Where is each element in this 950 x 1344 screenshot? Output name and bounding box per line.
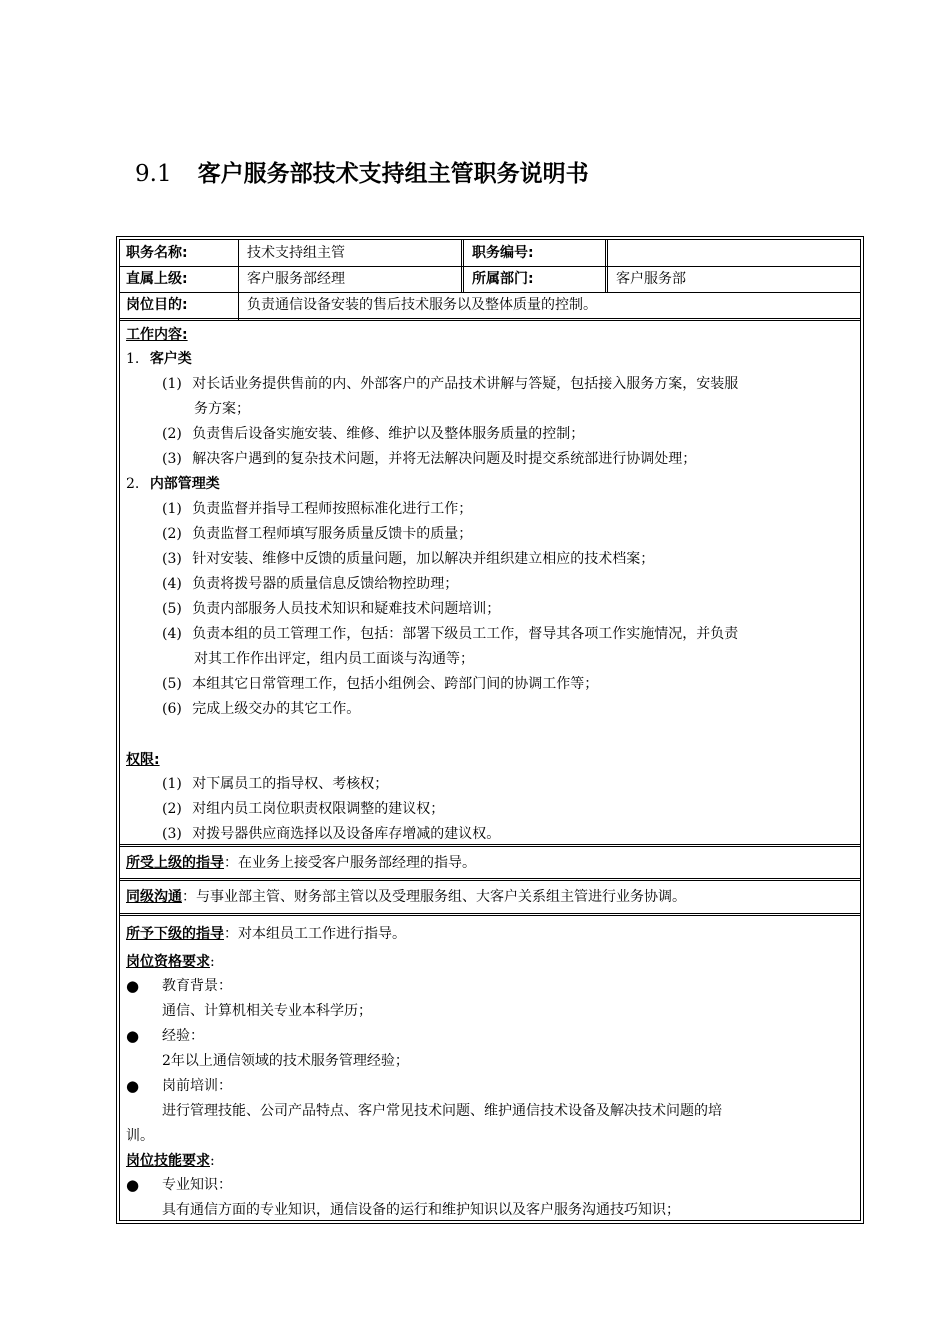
title-text: 客户服务部技术支持组主管职务说明书: [197, 161, 589, 187]
subordinate-guidance-row: [126, 924, 406, 944]
qualification-label: 经验：: [162, 1028, 204, 1044]
item-continuation: 务方案；: [194, 401, 250, 417]
superior-guidance-label: 所受上级的指导: [126, 855, 224, 871]
list-item: [162, 449, 696, 469]
dept-value: 客户服务部: [616, 271, 686, 287]
job-name-value: 技术支持组主管: [247, 245, 345, 261]
purpose-label: 岗位目的:: [126, 297, 188, 313]
list-item: [162, 774, 388, 794]
heading-colon: :: [210, 954, 215, 970]
category-1-title: 客户类: [149, 351, 192, 367]
peer-communication-row: [126, 887, 686, 907]
bullet-icon: ●: [126, 1176, 140, 1194]
row-divider: [120, 266, 860, 267]
row-divider: [120, 913, 860, 916]
item-number: (3): [162, 551, 182, 567]
job-name-label: 职务名称:: [126, 245, 188, 261]
col-divider: [605, 240, 608, 293]
item-text: 负责将拨号器的质量信息反馈给物控助理；: [192, 576, 459, 592]
job-description-table: [116, 236, 864, 1224]
list-item: [162, 574, 458, 594]
qualification-label: 岗前培训：: [162, 1078, 232, 1094]
category-1-number: 1.: [126, 351, 140, 367]
section-number: 9.1: [135, 161, 172, 187]
list-item: [162, 624, 738, 644]
qualification-label: 教育背景：: [162, 978, 232, 994]
item-text: 对拨号器供应商选择以及设备库存增减的建议权。: [192, 826, 501, 842]
skills-heading-row: [126, 1151, 215, 1171]
skills-heading: 岗位技能要求: [126, 1153, 210, 1169]
list-item: [162, 674, 598, 694]
list-item: [162, 599, 500, 619]
item-number: (3): [162, 451, 182, 467]
item-number: (2): [162, 526, 182, 542]
list-item: [162, 374, 738, 394]
job-code-label: 职务编号:: [472, 245, 534, 261]
peer-communication-label: 同级沟通: [126, 889, 182, 905]
document-title: [135, 155, 589, 188]
category-2-number: 2.: [126, 476, 140, 492]
qualification-text: 通信、计算机相关专业本科学历；: [162, 1003, 372, 1019]
list-item: [162, 499, 472, 519]
item-text: 负责内部服务人员技术知识和疑难技术问题培训；: [192, 601, 501, 617]
row-divider: [120, 878, 860, 881]
skill-label: 专业知识：: [162, 1177, 232, 1193]
qualifications-heading-row: [126, 952, 215, 972]
item-text: 针对安装、维修中反馈的质量问题，加以解决并组织建立相应的技术档案；: [192, 551, 655, 567]
category-2-title: 内部管理类: [149, 476, 220, 492]
item-text: 负责本组的员工管理工作，包括：部署下级员工工作，督导其各项工作实施情况，并负责: [192, 626, 739, 642]
row-divider: [120, 318, 860, 321]
item-text: 解决客户遇到的复杂技术问题，并将无法解决问题及时提交系统部进行协调处理；: [192, 451, 697, 467]
row-divider: [120, 844, 860, 847]
heading-colon: :: [210, 1153, 215, 1169]
superior-guidance-row: [126, 853, 476, 873]
work-heading: 工作内容:: [126, 327, 188, 343]
superior-value: 客户服务部经理: [247, 271, 345, 287]
item-text: 对下属员工的指导权、考核权；: [192, 776, 389, 792]
qualification-text: 进行管理技能、公司产品特点、客户常见技术问题、维护通信技术设备及解决技术问题的培: [162, 1103, 722, 1119]
category-2: [126, 474, 220, 494]
list-item: [162, 549, 654, 569]
item-number: (2): [162, 801, 182, 817]
list-item: [162, 824, 500, 844]
skill-text: 具有通信方面的专业知识，通信设备的运行和维护知识以及客户服务沟通技巧知识；: [162, 1202, 680, 1218]
item-number: (5): [162, 601, 182, 617]
item-number: (3): [162, 826, 182, 842]
item-number: (4): [162, 626, 182, 642]
qualification-text: 2年以上通信领域的技术服务管理经验；: [162, 1053, 409, 1069]
row-divider: [120, 292, 860, 293]
dept-label: 所属部门:: [472, 271, 534, 287]
peer-communication-text: ：与事业部主管、财务部主管以及受理服务组、大客户关系组主管进行业务协调。: [182, 889, 686, 905]
item-text: 本组其它日常管理工作，包括小组例会、跨部门间的协调工作等；: [192, 676, 599, 692]
item-text: 负责售后设备实施安装、维修、维护以及整体服务质量的控制；: [192, 426, 585, 442]
item-number: (6): [162, 701, 182, 717]
bullet-icon: ●: [126, 1027, 140, 1045]
qualifications-heading: 岗位资格要求: [126, 954, 210, 970]
subordinate-guidance-label: 所予下级的指导: [126, 926, 224, 942]
superior-guidance-text: ：在业务上接受客户服务部经理的指导。: [224, 855, 476, 871]
qualification-wrap: 训。: [126, 1128, 154, 1144]
list-item: [162, 424, 584, 444]
authority-heading: 权限:: [126, 752, 160, 768]
table-inner: [119, 239, 861, 1221]
list-item: [162, 699, 360, 719]
item-number: (1): [162, 501, 182, 517]
item-text: 负责监督工程师填写服务质量反馈卡的质量；: [192, 526, 473, 542]
list-item: [162, 799, 444, 819]
item-text: 对长话业务提供售前的内、外部客户的产品技术讲解与答疑，包括接入服务方案，安装服: [192, 376, 739, 392]
col-divider: [238, 240, 239, 320]
item-text: 完成上级交办的其它工作。: [192, 701, 361, 717]
item-continuation: 对其工作作出评定，组内员工面谈与沟通等；: [194, 651, 474, 667]
bullet-icon: ●: [126, 1077, 140, 1095]
item-text: 负责监督并指导工程师按照标准化进行工作；: [192, 501, 473, 517]
item-number: (1): [162, 376, 182, 392]
item-number: (5): [162, 676, 182, 692]
category-1: [126, 349, 192, 369]
col-divider: [461, 240, 464, 293]
item-number: (4): [162, 576, 182, 592]
purpose-value: 负责通信设备安装的售后技术服务以及整体质量的控制。: [247, 297, 597, 313]
superior-label: 直属上级:: [126, 271, 188, 287]
item-number: (1): [162, 776, 182, 792]
subordinate-guidance-text: ：对本组员工工作进行指导。: [224, 926, 406, 942]
bullet-icon: ●: [126, 977, 140, 995]
item-number: (2): [162, 426, 182, 442]
item-text: 对组内员工岗位职责权限调整的建议权；: [192, 801, 445, 817]
list-item: [162, 524, 472, 544]
